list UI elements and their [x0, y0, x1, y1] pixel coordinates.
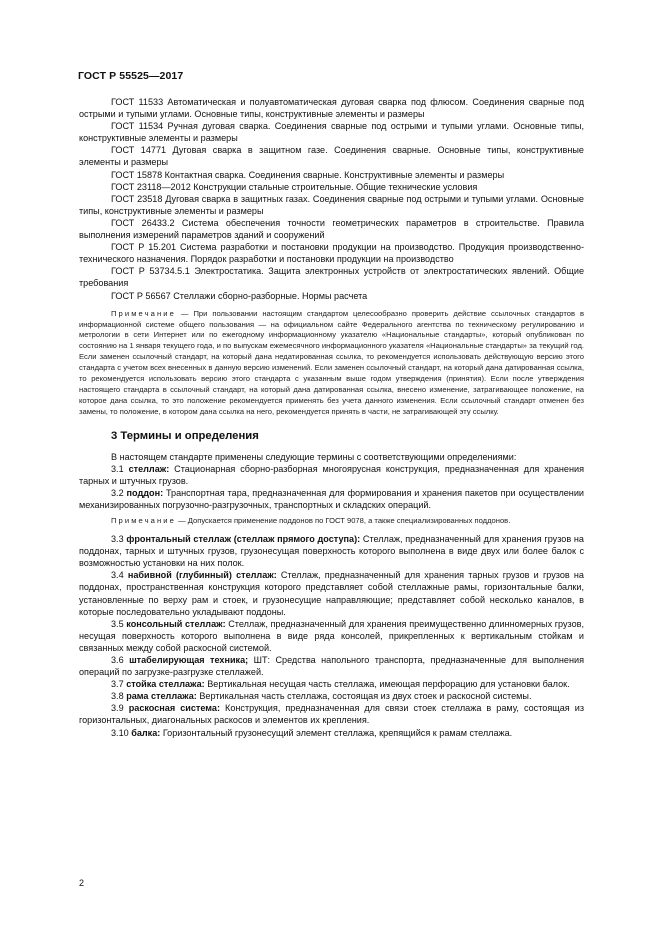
term-name: консольный стеллаж: [126, 618, 226, 629]
term-name: стеллаж: [128, 463, 170, 474]
note-label: Примечание [111, 308, 176, 318]
term-text: Стеллаж, предназначенный для хранения преимущественно длинномерных грузов, несущая поверхность которого выполнена в виде ряда консолей, прикрепленных к вертикальным стойкам и связанных между собой раскосной системой. [79, 618, 585, 653]
reference-item: ГОСТ 14771 Дуговая сварка в защитном газе. Соединения сварные. Основные типы, конструктивные элементы и размеры [79, 145, 584, 168]
term-name: штабелирующая техника; [129, 654, 249, 665]
term-number: 3.6 [111, 654, 124, 665]
term-definition [79, 727, 584, 739]
note-pallets [79, 516, 584, 527]
term-name: рама стеллажа: [126, 691, 197, 702]
term-definition [79, 463, 584, 487]
note-text: — Допускается применение поддонов по ГОСТ 9078, а также специализированных поддонов. [178, 516, 511, 526]
term-name: балка: [131, 727, 161, 738]
term-number: 3.5 [111, 618, 124, 629]
note-label: Примечание [111, 516, 176, 526]
term-definition [79, 690, 584, 702]
term-definition [79, 618, 584, 654]
section-intro: В настоящем стандарте применены следующие термины с соответствующими определениями: [111, 451, 517, 462]
term-text: Транспортная тара, предназначенная для формирования и хранения пакетов при осуществлении механизированных погрузочно-разгрузочных, транспортных и складских операций. [79, 487, 584, 511]
reference-item: ГОСТ 23118—2012 Конструкции стальные строительные. Общие технические условия [111, 181, 478, 192]
reference-item: ГОСТ 15878 Контактная сварка. Соединения сварные. Конструктивные элементы и размеры [111, 169, 505, 180]
note-references [79, 309, 584, 418]
term-text: Вертикальная несущая часть стеллажа, имеющая перфорацию для установки балок. [207, 679, 570, 690]
term-number: 3.8 [111, 691, 124, 702]
term-number: 3.2 [111, 487, 124, 498]
term-definition [79, 702, 584, 726]
reference-item: ГОСТ 11534 Ручная дуговая сварка. Соединения сварные под острыми и тупыми углами. Основные типы, конструктивные элементы и размеры [79, 121, 584, 144]
term-definition [79, 487, 584, 511]
term-number: 3.10 [111, 727, 129, 738]
reference-item: ГОСТ 23518 Дуговая сварка в защитных газах. Соединения сварные под острыми и тупыми углами. Основные типы, конструктивные элементы и размеры [79, 193, 584, 216]
reference-item: ГОСТ 11533 Автоматическая и полуавтоматическая дуговая сварка под флюсом. Соединения сварные под острыми и тупыми углами. Основные типы, конструктивные элементы и размеры [79, 97, 584, 120]
term-text: Стеллаж, предназначенный для хранения тарных грузов и грузов на поддонах, пространственная конструкция которого представляет собой стеллажные рамы, горизонтальные балки, установленные по верху рам и стоек, и грузонесущие направляющие; представляет собой несколько каналов, в которые последовательно укладывают поддоны. [79, 570, 584, 617]
reference-item: ГОСТ Р 15.201 Система разработки и постановки продукции на производство. Продукция производственно-технического назначения. Порядок разработки и постановки продукции на производство [79, 242, 584, 265]
term-number: 3.7 [111, 679, 124, 690]
term-text: Горизонтальный грузонесущий элемент стеллажа, крепящийся к рамам стеллажа. [162, 727, 513, 738]
term-name: стойка стеллажа: [126, 679, 205, 690]
document-body [79, 96, 584, 739]
term-number: 3.1 [111, 463, 124, 474]
term-text: ШТ: Средства напольного транспорта, предназначенные для выполнения операций по загрузке-разгрузке стеллажей. [79, 654, 585, 678]
term-definition [79, 569, 584, 617]
section-title: 3 Термины и определения [111, 429, 259, 442]
term-name: фронтальный стеллаж (стеллаж прямого доступа): [126, 534, 361, 545]
term-definition [79, 533, 584, 569]
term-number: 3.9 [111, 703, 124, 714]
term-text: Стеллаж, предназначенный для хранения грузов на поддонах, тарных и штучных грузов, грузонесущая поверхность которого выполнена в виде двух или более балок с возможностью установки на них полок. [79, 534, 584, 569]
term-name: поддон: [126, 487, 164, 498]
term-number: 3.3 [111, 534, 124, 545]
term-definition [79, 678, 584, 690]
terms-list-b [79, 533, 584, 739]
terms-list-a [79, 463, 584, 511]
term-name: раскосная система: [128, 703, 220, 714]
term-text: Конструкция, предназначенная для связи стоек стеллажа в раму, состоящая из горизонтальных, диагональных раскосов и элементов их крепления. [79, 703, 584, 726]
term-text: Вертикальная часть стеллажа, состоящая из двух стоек и раскосной системы. [199, 691, 532, 702]
term-number: 3.4 [111, 570, 124, 581]
document-header: ГОСТ Р 55525—2017 [78, 70, 184, 82]
reference-item: ГОСТ Р 56567 Стеллажи сборно-разборные. Нормы расчета [111, 290, 368, 301]
term-name: набивной (глубинный) стеллаж: [127, 570, 277, 581]
reference-item: ГОСТ 26433.2 Система обеспечения точности геометрических параметров в строительстве. Правила выполнения измерений параметров зданий и сооружений [79, 217, 584, 241]
reference-item: ГОСТ Р 53734.5.1 Электростатика. Защита электронных устройств от электростатических явлений. Общие требования [79, 266, 584, 289]
page-number: 2 [79, 878, 85, 888]
normative-references-list [79, 96, 584, 302]
term-text: Стационарная сборно-разборная многоярусная конструкция, предназначенная для хранения тарных и штучных грузов. [79, 463, 584, 486]
note-text: — При пользовании настоящим стандартом целесообразно проверить действие ссылочных стандартов в информационной системе общего пользования — на официальном сайте Федерального агентства по техническому регулированию и метрологии в сети Интернет или по ежегодному информационному указателю «Национальные стандарты», который опубликован по состоянию на 1 января текущего года, и по выпускам ежемесячного информационного указателя «Национальные стандарты» за текущий год. Если заменен ссылочный стандарт, на который дана недатированная ссылка, то рекомендуется использовать действующую версию этого стандарта с учетом всех внесенных в данную версию изменений. Если заменен ссылочный стандарт, на который дана датированная ссылка, то рекомендуется использовать версию этого стандарта с указанным выше годом утверждения (принятия). Если после утверждения настоящего стандарта в ссылочный стандарт, на который дана датированная ссылка, внесено изменение, затрагивающее положение, на которое дана ссылка, то это положение рекомендуется применять без учета данного изменения. Если ссылочный стандарт отменен без замены, то положение, в котором дана ссылка на него, рекомендуется принять в части, не затрагивающей эту ссылку. [79, 308, 584, 416]
term-definition [79, 654, 584, 678]
